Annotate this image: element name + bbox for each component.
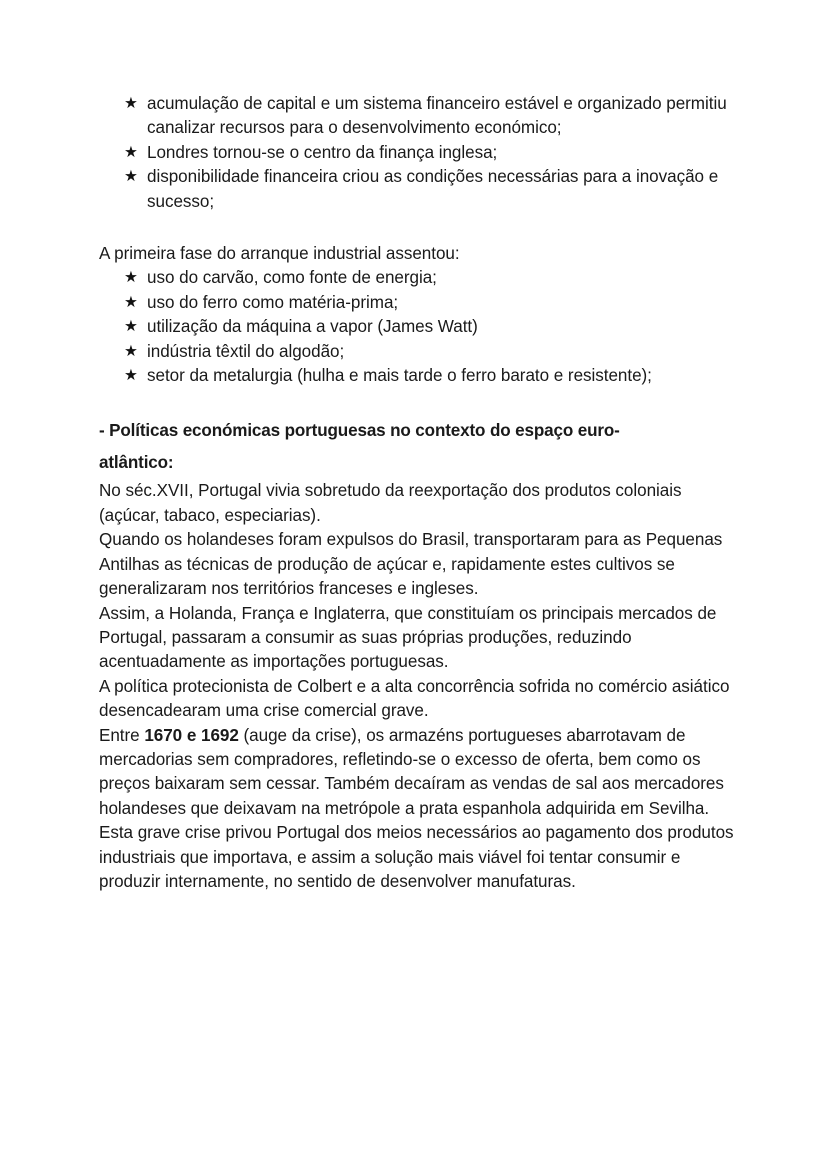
- list-item-text: uso do carvão, como fonte de energia;: [147, 268, 437, 288]
- list-item-text: setor da metalurgia (hulha e mais tarde o ferro barato e resistente);: [147, 366, 652, 386]
- paragraph: Quando os holandeses foram expulsos do Brasil, transportaram para as Pequenas Antilhas as técnicas de produção de açúcar e, rapidamente estes cultivos se generalizaram nos territórios franceses e ingleses.: [99, 530, 723, 599]
- star-bullet-icon: ★: [124, 95, 138, 112]
- closing-paragraph: Esta grave crise privou Portugal dos meios necessários ao pagamento dos produtos industriais que importava, e assim a solução mais viável foi tentar consumir e produzir internamente, no sentido de desenvolver manufaturas.: [99, 823, 734, 891]
- list-item: [99, 165, 738, 214]
- crisis-suffix: (auge da crise), os armazéns portugueses abarrotavam de mercadorias sem compradores, refletindo-se o excesso de oferta, bem como os preços baixaram sem cessar. Também decaíram as vendas de sal aos mercadores holandeses que deixavam na metrópole a prata espanhola adquirida em Sevilha.: [99, 725, 724, 818]
- list-item: [99, 92, 738, 141]
- paragraph: Assim, a Holanda, França e Inglaterra, que constituíam os principais mercados de Portugal, passaram a consumir as suas próprias produções, reduzindo acentuadamente as importações portuguesas.: [99, 603, 717, 672]
- list-item-text: Londres tornou-se o centro da finança inglesa;: [147, 142, 498, 162]
- star-bullet-icon: ★: [124, 168, 138, 186]
- section-heading: - Políticas económicas portuguesas no contexto do espaço euro-atlântico:: [99, 421, 620, 473]
- crisis-paragraph: [99, 724, 738, 822]
- list-item-text: acumulação de capital e um sistema financeiro estável e organizado permitiu canalizar recursos para o desenvolvimento económico;: [147, 94, 727, 138]
- list-item: [99, 291, 738, 315]
- star-bullet-icon: ★: [124, 318, 138, 336]
- crisis-prefix: Entre: [99, 725, 145, 745]
- list-item-text: uso do ferro como matéria-prima;: [147, 292, 399, 312]
- star-bullet-icon: ★: [124, 143, 138, 161]
- crisis-years: 1670 e 1692: [144, 725, 239, 745]
- list-item: [99, 315, 738, 339]
- list-item-text: indústria têxtil do algodão;: [147, 341, 345, 361]
- policies-paragraph-group: [99, 479, 738, 894]
- section-spacer: [99, 388, 738, 415]
- document-body: [99, 92, 738, 894]
- paragraph: No séc.XVII, Portugal vivia sobretudo da reexportação dos produtos coloniais (açúcar, tabaco, especiarias).: [99, 481, 682, 525]
- industrial-phase-bullet-list: [99, 266, 738, 388]
- star-bullet-icon: ★: [124, 367, 138, 385]
- section-spacer: [99, 214, 738, 242]
- industrial-phase-intro: A primeira fase do arranque industrial assentou:: [99, 244, 460, 264]
- star-bullet-icon: ★: [124, 293, 138, 311]
- list-item: [99, 141, 738, 165]
- list-item-text: disponibilidade financeira criou as condições necessárias para a inovação e sucesso;: [147, 167, 719, 211]
- list-item: [99, 340, 738, 364]
- list-item: [99, 266, 738, 290]
- list-item: [99, 364, 738, 388]
- list-item-text: utilização da máquina a vapor (James Watt): [147, 317, 478, 337]
- star-bullet-icon: ★: [124, 342, 138, 360]
- finance-bullet-list: [99, 92, 738, 214]
- paragraph: A política protecionista de Colbert e a alta concorrência sofrida no comércio asiático desencadearam uma crise comercial grave.: [99, 676, 730, 721]
- star-bullet-icon: ★: [124, 269, 138, 287]
